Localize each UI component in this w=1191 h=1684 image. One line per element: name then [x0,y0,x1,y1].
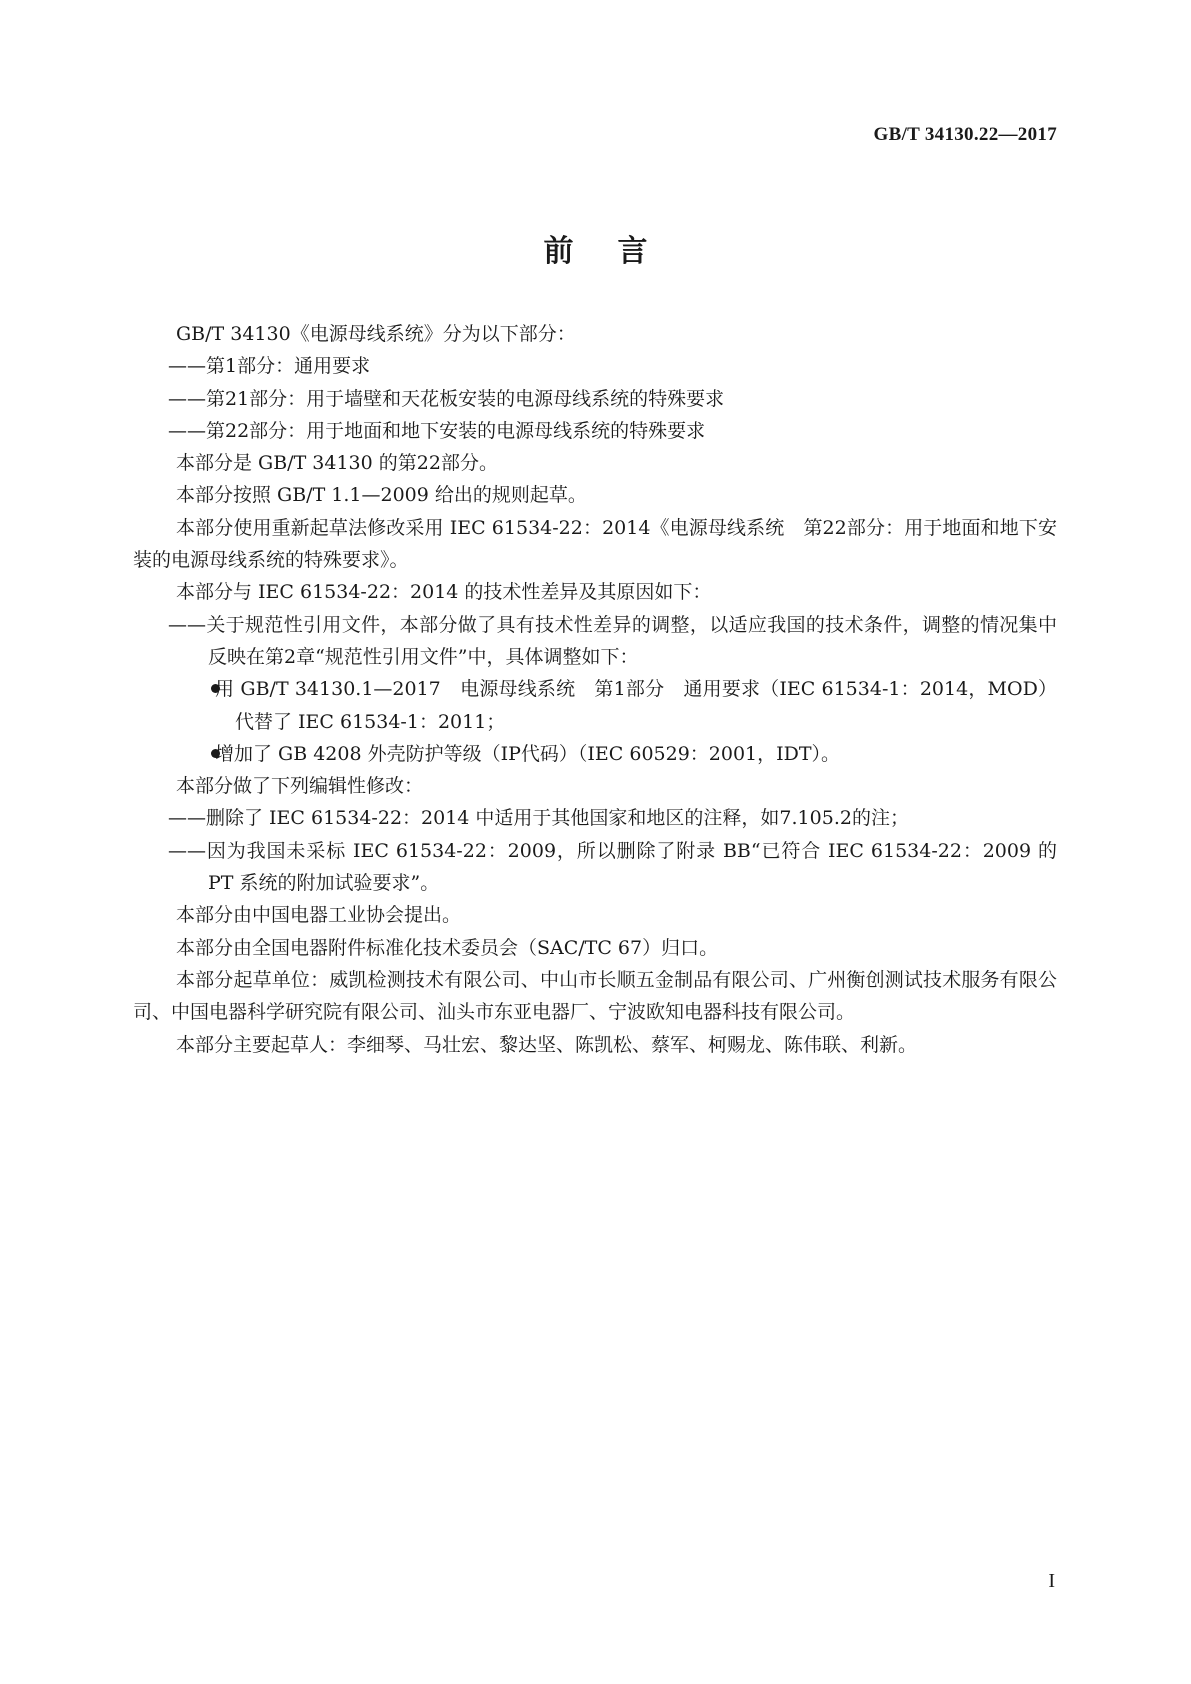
paragraph [133,899,1057,931]
dash-list-item [133,609,1057,674]
paragraph-text: ——关于规范性引用文件，本部分做了具有技术性差异的调整，以适应我国的技术条件，调整的情况集中反映在第2章“规范性引用文件”中，具体调整如下： [168,613,1057,668]
paragraph-text: ——第1部分：通用要求 [168,355,371,378]
dash-list-item [133,835,1057,900]
dash-list-item [133,415,1057,447]
paragraph-text: 本部分起草单位：威凯检测技术有限公司、中山市长顺五金制品有限公司、广州衡创测试技术服务有限公司、中国电器科学研究院有限公司、汕头市东亚电器厂、宁波欧知电器科技有限公司。 [133,968,1057,1024]
paragraph [133,1029,1057,1061]
dash-list-item [133,383,1057,415]
paragraph [133,318,1057,350]
paragraph [133,770,1057,802]
paragraph-text: 本部分主要起草人：李细琴、马壮宏、黎达坚、陈凯松、蔡军、柯赐龙、陈伟联、利新。 [176,1033,918,1056]
paragraph-text: 增加了 GB 4208 外壳防护等级（IP代码）（IEC 60529：2001，IDT）。 [215,742,841,765]
paragraph [133,512,1057,577]
paragraph [133,964,1057,1029]
bullet-icon [211,738,231,770]
paragraph [133,479,1057,511]
paragraph [133,932,1057,964]
paragraph-text: 本部分与 IEC 61534-22：2014 的技术性差异及其原因如下： [176,581,712,604]
paragraph-text: ——第21部分：用于墙壁和天花板安装的电源母线系统的特殊要求 [168,387,725,410]
page-number: I [1048,1570,1055,1592]
paragraph-text: 本部分做了下列编辑性修改： [176,775,424,798]
paragraph-text: 本部分使用重新起草法修改采用 IEC 61534-22：2014《电源母线系统 第22部分：用于地面和地下安装的电源母线系统的特殊要求》。 [133,516,1057,572]
paragraph-text: GB/T 34130《电源母线系统》分为以下部分： [176,323,576,345]
paragraph-text: 本部分按照 GB/T 1.1—2009 给出的规则起草。 [176,484,587,507]
paragraph-text: 用 GB/T 34130.1—2017 电源母线系统 第1部分 通用要求（IEC 61534-1：2014，MOD）代替了 IEC 61534-1：2011； [215,678,1057,733]
foreword-body [133,318,1057,1061]
paragraph-text: ——删除了 IEC 61534-22：2014 中适用于其他国家和地区的注释，如7.105.2的注； [168,807,909,830]
paragraph [133,576,1057,608]
dash-list-item [133,802,1057,834]
paragraph [133,447,1057,479]
bullet-icon [211,673,231,705]
paragraph-text: ——因为我国未采标 IEC 61534-22：2009，所以删除了附录 BB“已符合 IEC 61534-22：2009 的 PT 系统的附加试验要求”。 [168,839,1057,895]
paragraph-text: 本部分由中国电器工业协会提出。 [176,904,462,927]
page-title: 前言 [543,234,692,269]
bullet-item [133,673,1057,738]
paragraph-text: 本部分由全国电器附件标准化技术委员会（SAC/TC 67）归口。 [176,936,719,959]
paragraph-text: 本部分是 GB/T 34130 的第22部分。 [176,452,498,475]
paragraph-text: ——第22部分：用于地面和地下安装的电源母线系统的特殊要求 [168,419,706,442]
standard-code: GB/T 34130.22—2017 [873,124,1057,145]
bullet-item [133,738,1057,770]
dash-list-item [133,350,1057,382]
